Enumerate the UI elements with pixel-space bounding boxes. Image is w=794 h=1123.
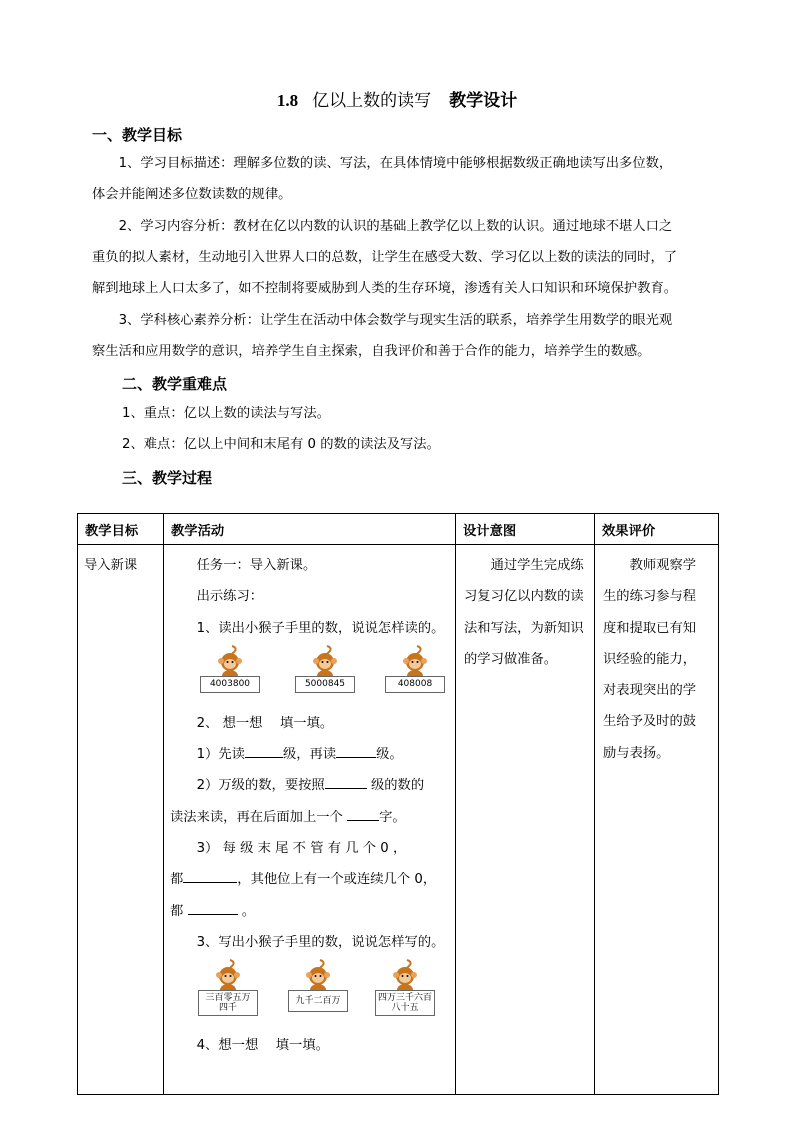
title-suffix: 教学设计 [449, 91, 518, 111]
blank-line [183, 868, 237, 883]
number-card [198, 990, 258, 1016]
fill-text: 级。 [376, 747, 403, 763]
number-card: 九千二百万 [288, 990, 348, 1012]
activity-line [170, 802, 449, 833]
fill-text: 级，再读 [282, 747, 337, 763]
fill-text: 都 [170, 872, 184, 888]
section-heading-process: 三、教学过程 [122, 469, 213, 487]
title-topic: 亿以上数的读写 [312, 91, 432, 111]
eval-line: 对表现突出的学 [603, 683, 697, 699]
eval-line: 励与表扬。 [603, 745, 670, 761]
lesson-table [77, 513, 719, 1095]
eval-line: 教师观察学 [629, 558, 697, 573]
number-card [375, 990, 435, 1016]
title-number: 1.8 [276, 91, 299, 110]
section-heading-keypoints: 二、教学重难点 [122, 375, 228, 393]
goals-paragraph-3 [92, 305, 722, 367]
header-activity: 教学活动 [164, 514, 456, 545]
fill-text: 级的数的 [366, 778, 425, 794]
goals-p3-line2: 察生活和应用数学的意识，培养学生自主探索，自我评价和善于合作的能力，培养学生的数感。 [92, 344, 651, 359]
activity-line [170, 770, 449, 801]
table-row [78, 545, 719, 1095]
goals-p2-line1: 2、学习内容分析：教材在亿以内数的认识的基础上教学亿以上数的认识。通过地球不堪人口之 [118, 219, 673, 234]
fill-text: ，其他位上有一个或连续几个 0， [237, 872, 437, 888]
monkey-card [198, 958, 258, 1016]
card-text: 四万三千六百 [378, 993, 433, 1004]
activity-line: 出示练习： [196, 589, 264, 605]
intent-line: 习复习亿以内数的读 [464, 589, 584, 605]
number-card: 4003800 [200, 676, 260, 693]
monkey-row-1 [170, 644, 449, 708]
card-text: 三百零五万 [205, 993, 251, 1004]
fill-text: 读法来读，再在后面加上一个 [170, 809, 348, 825]
activity-line: 3、写出小猴子手里的数，说说怎样写的。 [196, 934, 445, 950]
activity-line: 4、想一想 填一填。 [196, 1038, 329, 1054]
eval-line: 度和提取已有知 [603, 620, 697, 636]
goals-paragraph-2 [92, 211, 722, 304]
eval-line: 识经验的能力， [603, 651, 697, 667]
keypoint-2: 2、难点：亿以上中间和末尾有 0 的数的读法及写法。 [122, 437, 440, 452]
blank-line [325, 774, 367, 789]
monkey-card [375, 958, 435, 1016]
goals-p2-line3: 解到地球上人口太多了，如不控制将要威胁到人类的生存环境，渗透有关人口知识和环境保护教育。 [92, 281, 678, 296]
activity-line [170, 864, 449, 895]
goals-paragraph-1 [92, 148, 722, 210]
header-intent: 设计意图 [456, 514, 595, 545]
activity-line: 任务一：导入新课。 [196, 558, 317, 573]
blank-line [347, 806, 379, 821]
monkey-card [200, 644, 260, 693]
intent-line: 的学习做准备。 [464, 651, 558, 667]
intent-line: 法和写法，为新知识 [464, 620, 584, 636]
card-text: 四千 [218, 1003, 237, 1014]
page-title [0, 86, 794, 111]
monkey-card [288, 958, 348, 1012]
section-heading-goals: 一、教学目标 [92, 126, 183, 144]
fill-text: 都 [170, 903, 188, 919]
blank-line [336, 743, 376, 758]
activity-line: 3） 每 级 末 尾 不 管 有 几 个 0 ， [196, 841, 407, 857]
activity-line: 1、读出小猴子手里的数，说说怎样读的。 [196, 620, 445, 636]
goals-p2-line2: 重负的拟人素材，生动地引入世界人口的总数，让学生在感受大数、学习亿以上数的读法的同时，了 [92, 250, 678, 265]
blank-line [245, 743, 283, 758]
activity-cell [164, 545, 455, 1067]
table-header-row [78, 514, 719, 545]
activity-line: 2、 想一想 填一填。 [196, 715, 334, 731]
activity-line [170, 739, 449, 770]
header-evaluation: 效果评价 [595, 514, 719, 545]
fill-text: 2）万级的数，要按照 [196, 778, 325, 794]
card-text: 八十五 [391, 1003, 419, 1014]
evaluation-cell [595, 545, 718, 774]
goal-cell: 导入新课 [84, 558, 138, 573]
header-goal: 教学目标 [78, 514, 164, 545]
fill-text: 。 [237, 903, 256, 919]
goals-p3-line1: 3、学科核心素养分析：让学生在活动中体会数学与现实生活的联系，培养学生用数学的眼光观 [118, 313, 673, 328]
monkey-card [295, 644, 355, 693]
monkey-card [385, 644, 445, 693]
keypoint-1: 1、重点：亿以上数的读法与写法。 [122, 406, 330, 421]
number-card: 408008 [385, 676, 445, 693]
fill-text: 字。 [379, 809, 406, 825]
number-card: 5000845 [295, 676, 355, 693]
activity-line [170, 896, 449, 927]
eval-line: 生给予及时的鼓 [603, 714, 697, 730]
monkey-row-2 [170, 958, 449, 1030]
eval-line: 生的练习参与程 [603, 589, 697, 605]
intent-line: 通过学生完成练 [490, 558, 584, 573]
blank-line [188, 900, 238, 915]
goals-p1-line2: 体会并能阐述多位数读数的规律。 [92, 187, 292, 202]
goals-p1-line1: 1、学习目标描述：理解多位数的读、写法，在具体情境中能够根据数级正确地读写出多位数， [118, 156, 673, 171]
fill-text: 1）先读 [196, 747, 245, 763]
intent-cell [456, 545, 594, 680]
